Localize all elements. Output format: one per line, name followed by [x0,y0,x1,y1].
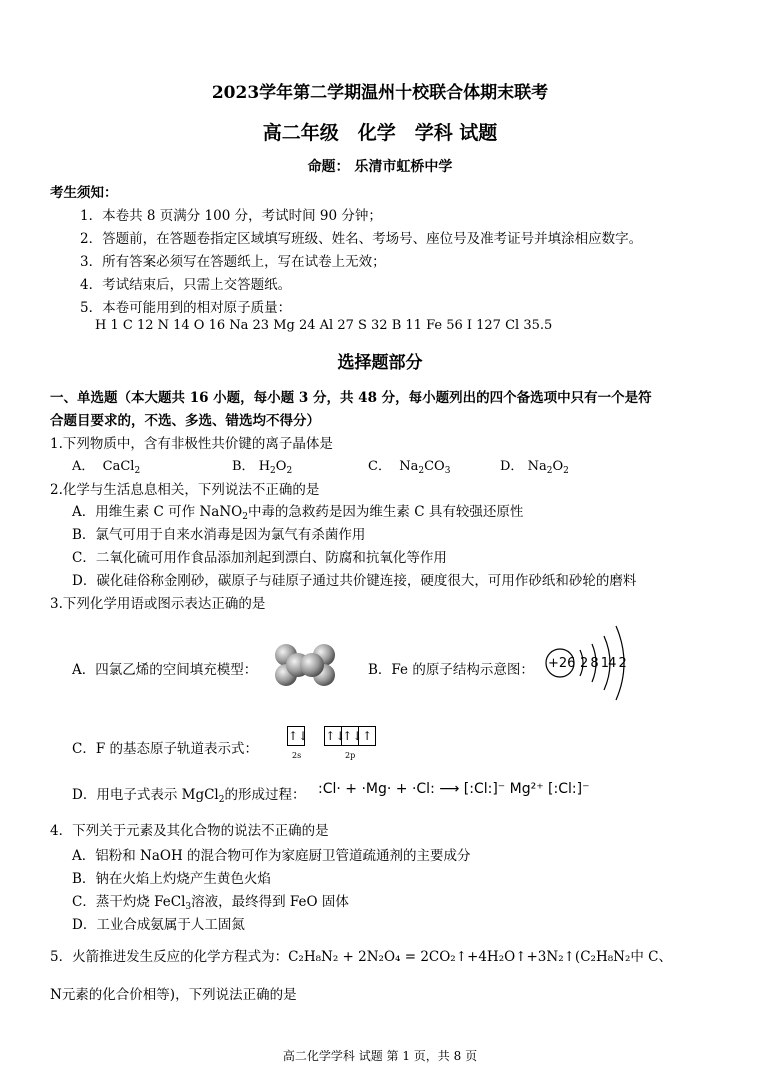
q5-stem-line2: N元素的化合价相等)，下列说法正确的是 [50,987,297,1003]
notice-item-5: 5．本卷可能用到的相对原子质量： [80,300,292,316]
q3-option-b: B．Fe 的原子结构示意图： [368,662,534,678]
q2-stem: 2.化学与生活息息相关，下列说法不正确的是 [50,482,320,498]
q4-stem: 4．下列关于元素及其化合物的说法不正确的是 [50,823,329,839]
orbital-label-2s: 2s [292,751,302,760]
fe-shell-electrons: 2 8 14 2 [580,656,626,671]
notice-item-4: 4．考试结束后，只需上交答题纸。 [80,277,292,293]
q5-equation: C₂H₈N₂ + 2N₂O₄ = 2CO₂↑+4H₂O↑+3N₂↑(C₂H₈N₂中 C、 [288,949,672,965]
orbital-2p-1: ↑↓ [324,726,342,746]
notice-item-1: 1．本卷共 8 页满分 100 分，考试时间 90 分钟； [80,208,382,224]
q5-stem-line1: 5．火箭推进发生反应的化学方程式为：C₂H₈N₂ + 2N₂O₄ = 2CO₂↑+4H₂O↑+3N₂↑(C₂H₈N₂中 C、 [50,949,672,965]
q1-option-c: C． $Na_2CO_3$ [368,459,451,476]
mgcl2-electron-formula: :Cl· + ·Mg· + ·Cl: ⟶ [:Cl:]⁻ Mg²⁺ [:Cl:]⁻ [318,781,590,797]
q1-option-b: B． $H_2O_2$ [232,459,293,476]
orbital-2p-2: ↑↓ [341,726,359,746]
q2-option-d: D．碳化硅俗称金刚砂，碳原子与硅原子通过共价键连接，硬度很大，可用作砂纸和砂轮的磨料 [72,573,637,589]
orbital-label-2p: 2p [345,751,356,760]
q4-option-d: D．工业合成氨属于人工固氮 [72,917,245,933]
q2-option-a: A．用维生素 C 可作 NaNO$_2$中毒的急救药是因为维生素 C 具有较强还原性 [72,504,524,522]
q4-option-a: A．铝粉和 NaOH 的混合物可作为家庭厨卫管道疏通剂的主要成分 [72,848,471,864]
atomic-masses: H 1 C 12 N 14 O 16 Na 23 Mg 24 Al 27 S 32 B 11 Fe 56 I 127 Cl 35.5 [95,318,553,333]
space-filling-model-image [272,643,338,687]
q3-stem: 3.下列化学用语或图示表达正确的是 [50,596,266,612]
exam-subtitle: 高二年级 化学 学科 试题 [262,122,498,144]
section-title: 选择题部分 [337,353,423,373]
q2-option-b: B．氯气可用于自来水消毒是因为氯气有杀菌作用 [72,527,366,543]
q4-option-c: C．蒸干灼烧 FeCl$_3$溶液，最终得到 FeO 固体 [72,894,349,912]
notice-item-3: 3．所有答案必须写在答题纸上，写在试卷上无效； [80,254,386,270]
orbital-2s: ↑↓ [287,726,305,746]
notice-heading: 考生须知： [50,185,118,201]
part1-instruction-line2: 合题目要求的，不选、多选、错选均不得分） [50,413,320,429]
exam-title: 2023学年第二学期温州十校联合体期末联考 [211,83,549,103]
orbital-diagram [287,725,375,746]
q1-stem: 1.下列物质中，含有非极性共价键的离子晶体是 [50,436,333,452]
q3-option-c: C．F 的基态原子轨道表示式： [72,741,258,757]
page-footer: 高二化学学科 试题 第 1 页，共 8 页 [282,1049,478,1063]
fe-nucleus-charge: +26 [548,656,576,671]
part1-instruction-line1: 一、单选题（本大题共 16 小题，每小题 3 分，共 48 分，每小题列出的四个备选项中只有一个是符 [50,390,652,406]
q1-option-d: D． $Na_2O_2$ [500,459,569,476]
q3-option-a: A．四氯乙烯的空间填充模型： [72,662,258,678]
notice-item-2: 2．答题前，在答题卷指定区域填写班级、姓名、考场号、座位号及准考证号并填涂相应数字。 [80,231,643,247]
q4-option-b: B．钠在火焰上灼烧产生黄色火焰 [72,871,271,887]
q2-option-c: C．二氧化硫可用作食品添加剂起到漂白、防腐和抗氧化等作用 [72,550,447,566]
orbital-2p-3: ↑ [358,726,376,746]
exam-author: 命题： 乐清市虹桥中学 [307,159,453,175]
q1-option-a: A． CaCl$_2$ [72,459,141,476]
q3-option-d: D．用电子式表示 MgCl$_2$的形成过程： [72,787,306,805]
